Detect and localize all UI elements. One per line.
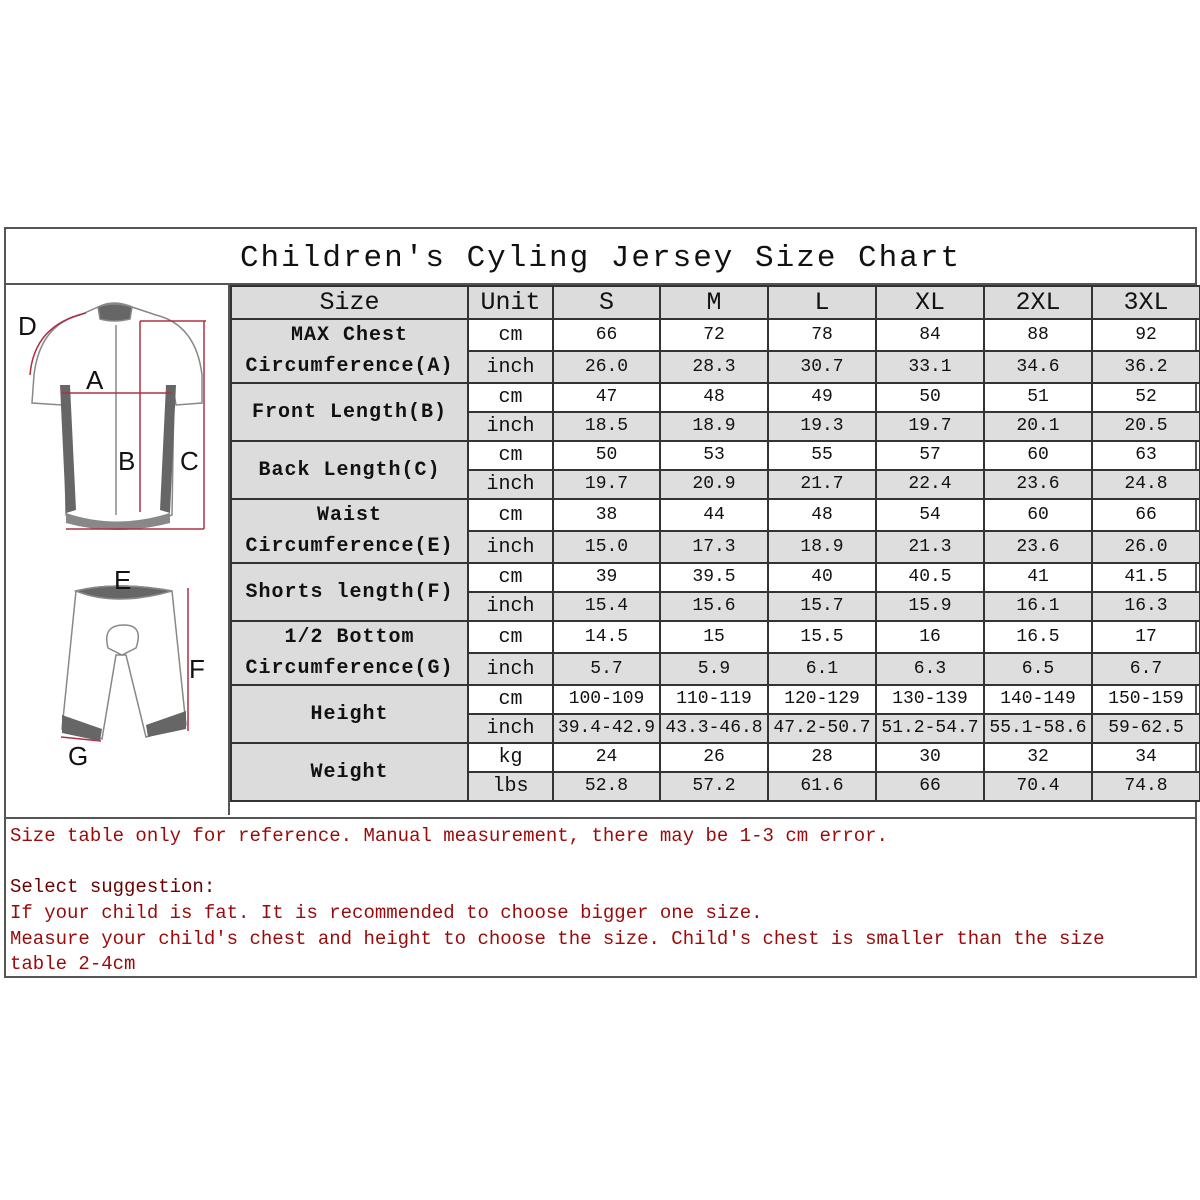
value-cell: 43.3-46.8 bbox=[660, 714, 768, 743]
unit-cell: inch bbox=[468, 531, 553, 563]
value-cell: 61.6 bbox=[768, 772, 876, 801]
table-header-row bbox=[231, 286, 1200, 319]
value-cell: 21.3 bbox=[876, 531, 984, 563]
value-cell: 14.5 bbox=[553, 621, 660, 653]
value-cell: 19.7 bbox=[876, 412, 984, 441]
value-cell: 30 bbox=[876, 743, 984, 772]
value-cell: 20.5 bbox=[1092, 412, 1200, 441]
label-g: G bbox=[68, 741, 89, 771]
value-cell: 47 bbox=[553, 383, 660, 412]
value-cell: 54 bbox=[876, 499, 984, 531]
unit-cell: inch bbox=[468, 714, 553, 743]
value-cell: 120-129 bbox=[768, 685, 876, 714]
value-cell: 49 bbox=[768, 383, 876, 412]
measurement-label: Weight bbox=[231, 743, 468, 801]
label-f: F bbox=[189, 654, 205, 684]
value-cell: 55.1-58.6 bbox=[984, 714, 1092, 743]
value-cell: 28 bbox=[768, 743, 876, 772]
value-cell: 21.7 bbox=[768, 470, 876, 499]
value-cell: 40.5 bbox=[876, 563, 984, 592]
jersey-icon bbox=[32, 303, 202, 530]
unit-cell: cm bbox=[468, 383, 553, 412]
value-cell: 59-62.5 bbox=[1092, 714, 1200, 743]
value-cell: 51.2-54.7 bbox=[876, 714, 984, 743]
value-cell: 52 bbox=[1092, 383, 1200, 412]
size-chart bbox=[4, 227, 1197, 978]
value-cell: 20.1 bbox=[984, 412, 1092, 441]
value-cell: 5.7 bbox=[553, 653, 660, 685]
column-header: Size bbox=[231, 286, 468, 319]
value-cell: 92 bbox=[1092, 319, 1200, 351]
value-cell: 24.8 bbox=[1092, 470, 1200, 499]
value-cell: 15.5 bbox=[768, 621, 876, 653]
value-cell: 23.6 bbox=[984, 470, 1092, 499]
value-cell: 39.5 bbox=[660, 563, 768, 592]
value-cell: 15 bbox=[660, 621, 768, 653]
measurement-label: 1/2 Bottom Circumference(G) bbox=[231, 621, 468, 685]
value-cell: 40 bbox=[768, 563, 876, 592]
column-header: 2XL bbox=[984, 286, 1092, 319]
value-cell: 6.5 bbox=[984, 653, 1092, 685]
value-cell: 53 bbox=[660, 441, 768, 470]
value-cell: 66 bbox=[553, 319, 660, 351]
measurement-label: Shorts length(F) bbox=[231, 563, 468, 621]
value-cell: 39.4-42.9 bbox=[553, 714, 660, 743]
value-cell: 6.3 bbox=[876, 653, 984, 685]
value-cell: 26.0 bbox=[1092, 531, 1200, 563]
label-d: D bbox=[18, 311, 37, 341]
value-cell: 17.3 bbox=[660, 531, 768, 563]
size-table bbox=[230, 285, 1200, 802]
value-cell: 38 bbox=[553, 499, 660, 531]
table-row bbox=[231, 383, 1200, 412]
value-cell: 15.0 bbox=[553, 531, 660, 563]
table-row bbox=[231, 499, 1200, 531]
value-cell: 60 bbox=[984, 499, 1092, 531]
column-header: S bbox=[553, 286, 660, 319]
label-b: B bbox=[118, 446, 136, 476]
value-cell: 26 bbox=[660, 743, 768, 772]
table-row bbox=[231, 743, 1200, 772]
jersey-shorts-illustration bbox=[6, 285, 228, 815]
value-cell: 16.1 bbox=[984, 592, 1092, 621]
value-cell: 60 bbox=[984, 441, 1092, 470]
value-cell: 47.2-50.7 bbox=[768, 714, 876, 743]
column-header: M bbox=[660, 286, 768, 319]
value-cell: 33.1 bbox=[876, 351, 984, 383]
value-cell: 20.9 bbox=[660, 470, 768, 499]
measurement-label: Height bbox=[231, 685, 468, 743]
value-cell: 18.9 bbox=[768, 531, 876, 563]
value-cell: 50 bbox=[876, 383, 984, 412]
shorts-icon bbox=[62, 586, 186, 741]
value-cell: 24 bbox=[553, 743, 660, 772]
column-header: XL bbox=[876, 286, 984, 319]
value-cell: 32 bbox=[984, 743, 1092, 772]
unit-cell: inch bbox=[468, 592, 553, 621]
notes bbox=[6, 817, 1195, 978]
suggestion-line-3: table 2-4cm bbox=[10, 953, 136, 975]
value-cell: 19.3 bbox=[768, 412, 876, 441]
table-row bbox=[231, 441, 1200, 470]
measurement-label: MAX Chest Circumference(A) bbox=[231, 319, 468, 383]
chart-title: Children's Cyling Jersey Size Chart bbox=[6, 229, 1195, 285]
value-cell: 18.9 bbox=[660, 412, 768, 441]
value-cell: 19.7 bbox=[553, 470, 660, 499]
value-cell: 51 bbox=[984, 383, 1092, 412]
value-cell: 22.4 bbox=[876, 470, 984, 499]
value-cell: 34 bbox=[1092, 743, 1200, 772]
unit-cell: cm bbox=[468, 319, 553, 351]
column-header: 3XL bbox=[1092, 286, 1200, 319]
value-cell: 15.9 bbox=[876, 592, 984, 621]
unit-cell: cm bbox=[468, 563, 553, 592]
value-cell: 150-159 bbox=[1092, 685, 1200, 714]
unit-cell: cm bbox=[468, 621, 553, 653]
measurement-label: Front Length(B) bbox=[231, 383, 468, 441]
measurement-label: Waist Circumference(E) bbox=[231, 499, 468, 563]
column-header: Unit bbox=[468, 286, 553, 319]
value-cell: 5.9 bbox=[660, 653, 768, 685]
value-cell: 84 bbox=[876, 319, 984, 351]
value-cell: 26.0 bbox=[553, 351, 660, 383]
value-cell: 74.8 bbox=[1092, 772, 1200, 801]
unit-cell: inch bbox=[468, 412, 553, 441]
unit-cell: cm bbox=[468, 499, 553, 531]
unit-cell: inch bbox=[468, 470, 553, 499]
value-cell: 57 bbox=[876, 441, 984, 470]
value-cell: 15.7 bbox=[768, 592, 876, 621]
label-a: A bbox=[86, 365, 104, 395]
value-cell: 41 bbox=[984, 563, 1092, 592]
value-cell: 23.6 bbox=[984, 531, 1092, 563]
suggestion-heading: Select suggestion: bbox=[10, 876, 216, 898]
value-cell: 110-119 bbox=[660, 685, 768, 714]
value-cell: 130-139 bbox=[876, 685, 984, 714]
value-cell: 44 bbox=[660, 499, 768, 531]
table-row bbox=[231, 621, 1200, 653]
suggestion-line-2: Measure your child's chest and height to choose the size. Child's chest is smaller than the size bbox=[10, 928, 1105, 950]
value-cell: 140-149 bbox=[984, 685, 1092, 714]
value-cell: 18.5 bbox=[553, 412, 660, 441]
label-c: C bbox=[180, 446, 199, 476]
unit-cell: inch bbox=[468, 351, 553, 383]
value-cell: 78 bbox=[768, 319, 876, 351]
unit-cell: cm bbox=[468, 441, 553, 470]
value-cell: 28.3 bbox=[660, 351, 768, 383]
label-e: E bbox=[114, 565, 132, 595]
value-cell: 57.2 bbox=[660, 772, 768, 801]
unit-cell: inch bbox=[468, 653, 553, 685]
value-cell: 6.1 bbox=[768, 653, 876, 685]
value-cell: 16 bbox=[876, 621, 984, 653]
value-cell: 15.4 bbox=[553, 592, 660, 621]
garment-diagram bbox=[6, 285, 230, 815]
unit-cell: kg bbox=[468, 743, 553, 772]
value-cell: 34.6 bbox=[984, 351, 1092, 383]
value-cell: 72 bbox=[660, 319, 768, 351]
value-cell: 17 bbox=[1092, 621, 1200, 653]
value-cell: 36.2 bbox=[1092, 351, 1200, 383]
value-cell: 63 bbox=[1092, 441, 1200, 470]
value-cell: 100-109 bbox=[553, 685, 660, 714]
value-cell: 70.4 bbox=[984, 772, 1092, 801]
unit-cell: lbs bbox=[468, 772, 553, 801]
value-cell: 48 bbox=[660, 383, 768, 412]
value-cell: 6.7 bbox=[1092, 653, 1200, 685]
value-cell: 66 bbox=[876, 772, 984, 801]
value-cell: 55 bbox=[768, 441, 876, 470]
unit-cell: cm bbox=[468, 685, 553, 714]
value-cell: 88 bbox=[984, 319, 1092, 351]
value-cell: 30.7 bbox=[768, 351, 876, 383]
measurement-label: Back Length(C) bbox=[231, 441, 468, 499]
table-row bbox=[231, 563, 1200, 592]
value-cell: 48 bbox=[768, 499, 876, 531]
value-cell: 50 bbox=[553, 441, 660, 470]
value-cell: 16.3 bbox=[1092, 592, 1200, 621]
value-cell: 15.6 bbox=[660, 592, 768, 621]
suggestion-line-1: If your child is fat. It is recommended to choose bigger one size. bbox=[10, 902, 763, 924]
value-cell: 39 bbox=[553, 563, 660, 592]
value-cell: 66 bbox=[1092, 499, 1200, 531]
value-cell: 52.8 bbox=[553, 772, 660, 801]
disclaimer-text: Size table only for reference. Manual measurement, there may be 1-3 cm error. bbox=[10, 825, 888, 847]
value-cell: 16.5 bbox=[984, 621, 1092, 653]
column-header: L bbox=[768, 286, 876, 319]
table-row bbox=[231, 685, 1200, 714]
value-cell: 41.5 bbox=[1092, 563, 1200, 592]
table-row bbox=[231, 319, 1200, 351]
